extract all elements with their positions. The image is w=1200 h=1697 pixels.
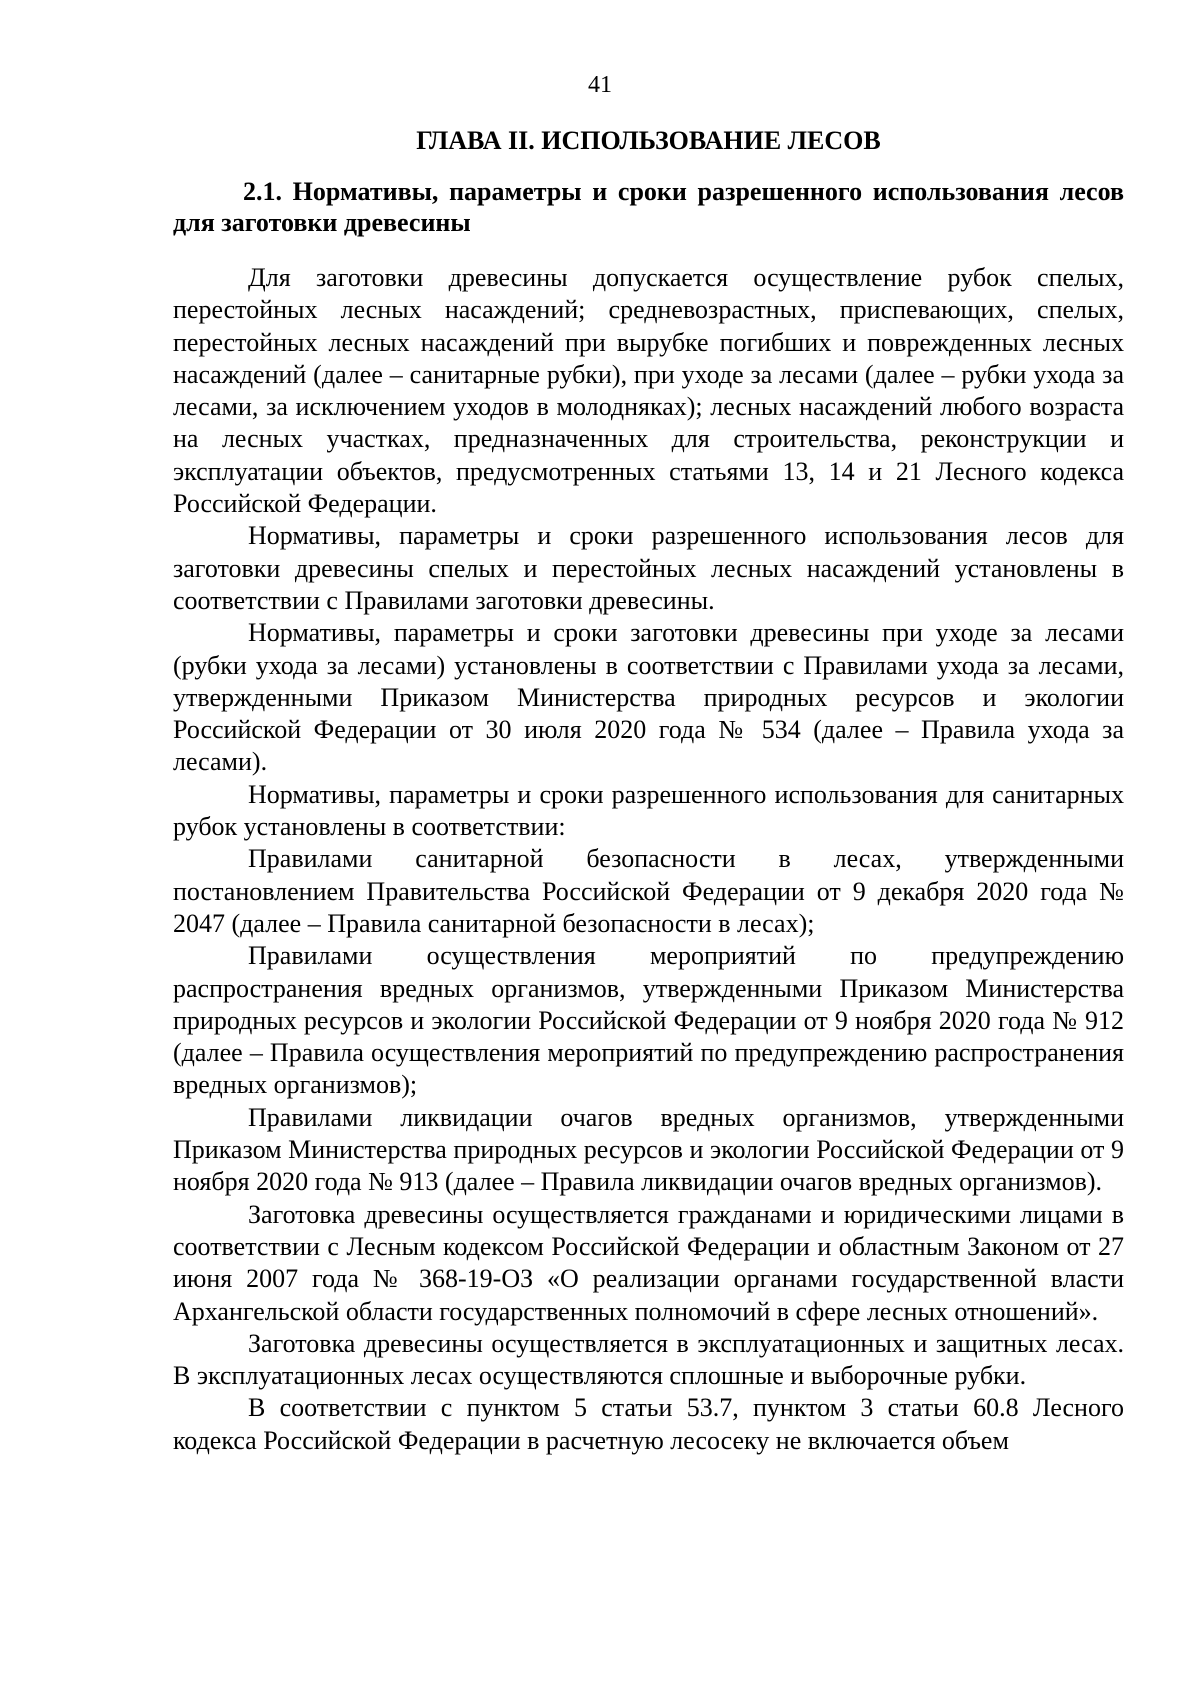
- body-text: [173, 262, 1124, 1457]
- paragraph: Заготовка древесины осуществляется гражданами и юридическими лицами в соответствии с Лесным кодексом Российской Федерации и областным Законом от 27 июня 2007 года № 368-19-ОЗ «О реализации органами государственной власти Архангельской области государственных полномочий в сфере лесных отношений».: [173, 1199, 1124, 1326]
- paragraph: Нормативы, параметры и сроки заготовки древесины при уходе за лесами (рубки ухода за лесами) установлены в соответствии с Правилами ухода за лесами, утвержденными Приказом Министерства природных ресурсов и экологии Российской Федерации от 30 июля 2020 года № 534 (далее – Правила ухода за лесами).: [173, 618, 1124, 777]
- paragraph: Для заготовки древесины допускается осуществление рубок спелых, перестойных лесных насаждений; средневозрастных, приспевающих, спелых, перестойных лесных насаждений при вырубке погибших и поврежденных лесных насаждений (далее – санитарные рубки), при уходе за лесами (далее – рубки ухода за лесами, за исключением уходов в молодняках); лесных насаждений любого возраста на лесных участках, предназначенных для строительства, реконструкции и эксплуатации объектов, предусмотренных статьями 13, 14 и 21 Лесного кодекса Российской Федерации.: [173, 263, 1124, 519]
- section-title: 2.1. Нормативы, параметры и сроки разрешенного использования лесов для заготовки древесины: [173, 177, 1124, 237]
- paragraph: Нормативы, параметры и сроки разрешенного использования для санитарных рубок установлены в соответствии:: [173, 779, 1124, 842]
- paragraph: В соответствии с пунктом 5 статьи 53.7, пунктом 3 статьи 60.8 Лесного кодекса Российской Федерации в расчетную лесосеку не включается объем: [173, 1393, 1124, 1455]
- page-number: 41: [588, 72, 612, 98]
- paragraph: Правилами санитарной безопасности в лесах, утвержденными постановлением Правительства Российской Федерации от 9 декабря 2020 года № 2047 (далее – Правила санитарной безопасности в лесах);: [173, 844, 1124, 938]
- paragraph: Правилами ликвидации очагов вредных организмов, утвержденными Приказом Министерства природных ресурсов и экологии Российской Федерации от 9 ноября 2020 года № 913 (далее – Правила ликвидации очагов вредных организмов).: [173, 1102, 1124, 1197]
- chapter-title: ГЛАВА II. ИСПОЛЬЗОВАНИЕ ЛЕСОВ: [416, 126, 881, 155]
- paragraph: Заготовка древесины осуществляется в эксплуатационных и защитных лесах. В эксплуатационных лесах осуществляются сплошные и выборочные рубки.: [173, 1328, 1124, 1391]
- paragraph: Правилами осуществления мероприятий по предупреждению распространения вредных организмов, утвержденными Приказом Министерства природных ресурсов и экологии Российской Федерации от 9 ноября 2020 года № 912 (далее – Правила осуществления мероприятий по предупреждению распространения вредных организмов);: [173, 941, 1124, 1100]
- paragraph: Нормативы, параметры и сроки разрешенного использования лесов для заготовки древесины спелых и перестойных лесных насаждений установлены в соответствии с Правилами заготовки древесины.: [173, 521, 1124, 615]
